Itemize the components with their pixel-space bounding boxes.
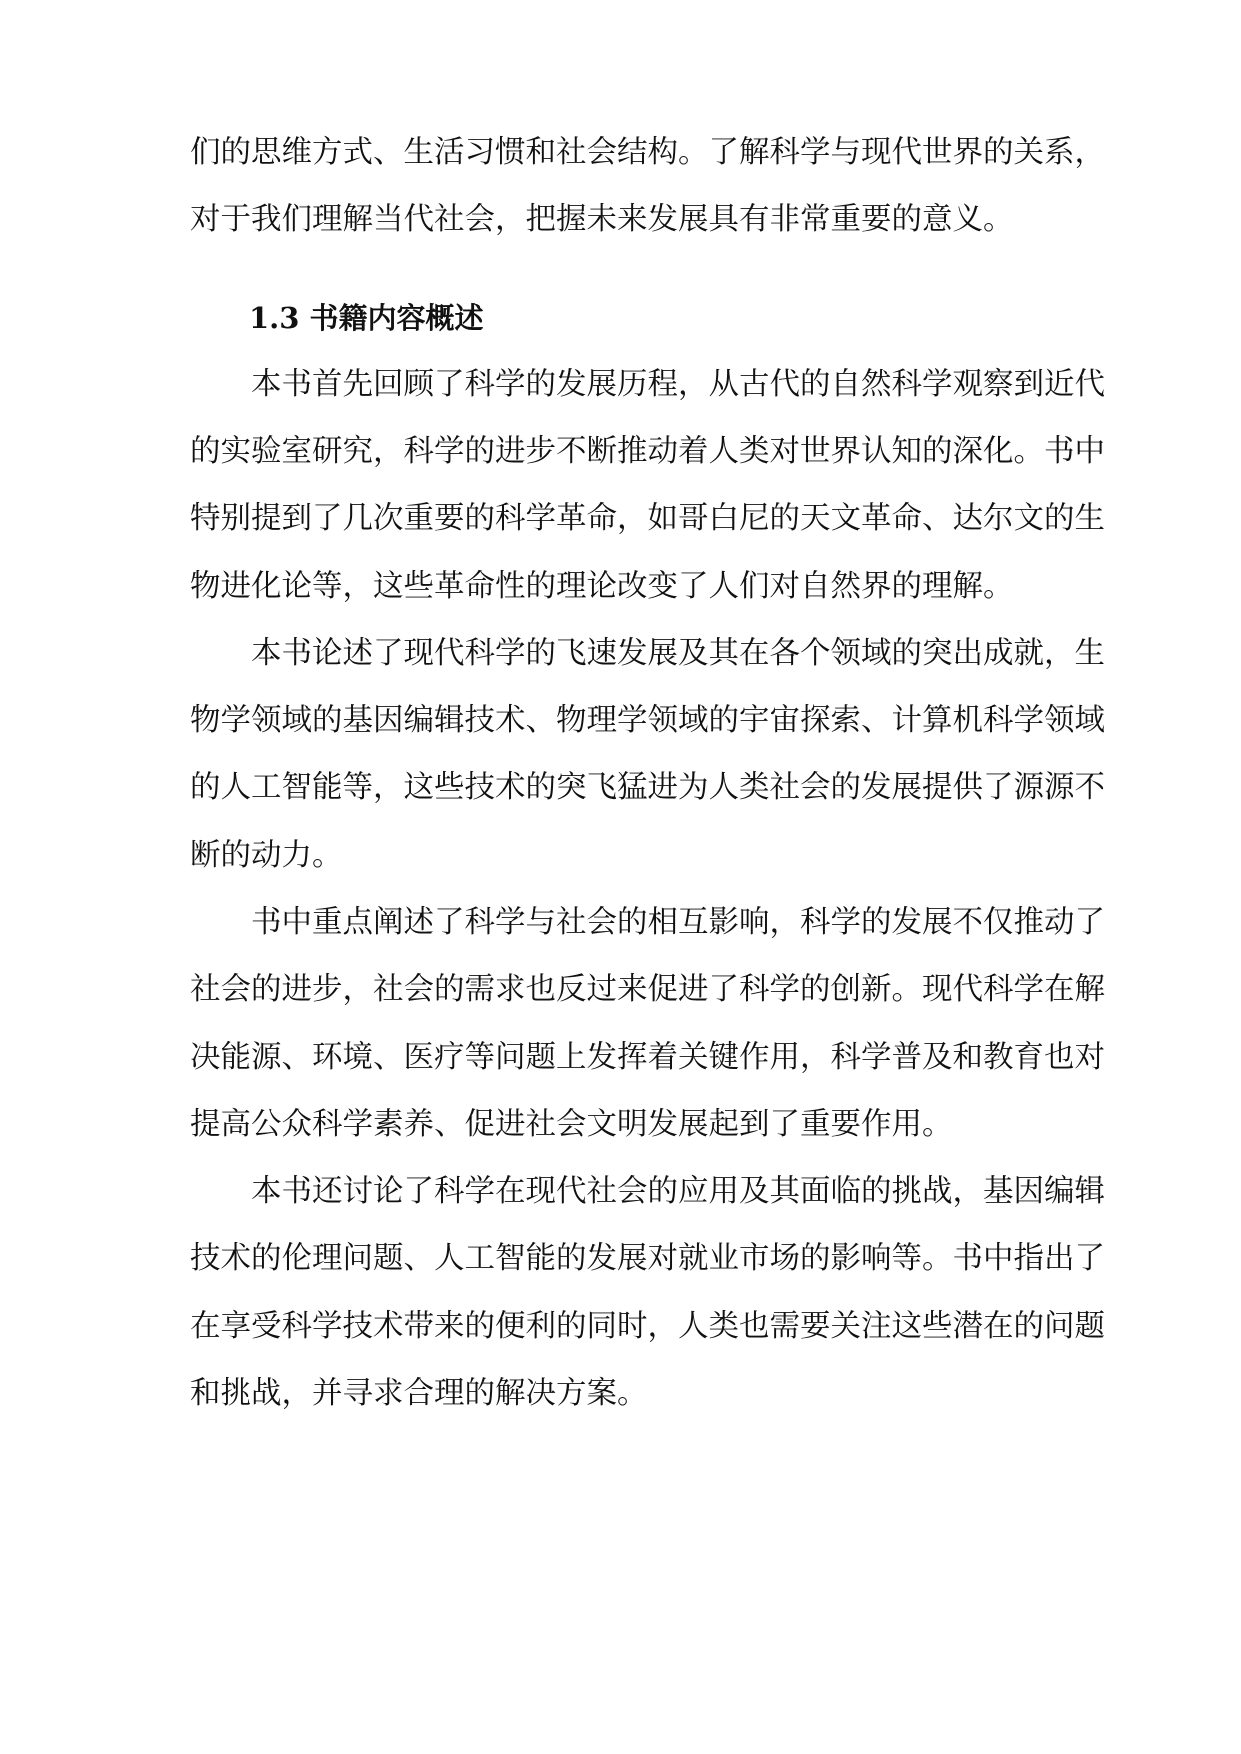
paragraph-3-line-1: 书中重点阐述了科学与社会的相互影响，科学的发展不仅推动了 bbox=[251, 905, 1105, 940]
intro-line-2: 对于我们理解当代社会，把握未来发展具有非常重要的意义。 bbox=[190, 202, 1014, 237]
paragraph-2-line-4: 断的动力。 bbox=[190, 838, 343, 873]
paragraph-1-line-4: 物进化论等，这些革命性的理论改变了人们对自然界的理解。 bbox=[190, 569, 1014, 604]
section-heading: 1.3 书籍内容概述 bbox=[249, 301, 484, 335]
paragraph-3-line-4: 提高公众科学素养、促进社会文明发展起到了重要作用。 bbox=[190, 1107, 953, 1142]
paragraph-1-line-1: 本书首先回顾了科学的发展历程，从古代的自然科学观察到近代 bbox=[251, 367, 1105, 402]
paragraph-4-line-3: 在享受科学技术带来的便利的同时，人类也需要关注这些潜在的问题 bbox=[190, 1309, 1105, 1344]
paragraph-4-line-2: 技术的伦理问题、人工智能的发展对就业市场的影响等。书中指出了 bbox=[190, 1241, 1105, 1276]
paragraph-1-line-3: 特别提到了几次重要的科学革命，如哥白尼的天文革命、达尔文的生 bbox=[190, 501, 1105, 536]
paragraph-2-line-1: 本书论述了现代科学的飞速发展及其在各个领域的突出成就，生 bbox=[251, 636, 1105, 671]
paragraph-2-line-2: 物学领域的基因编辑技术、物理学领域的宇宙探索、计算机科学领域 bbox=[190, 703, 1105, 738]
paragraph-2-line-3: 的人工智能等，这些技术的突飞猛进为人类社会的发展提供了源源不 bbox=[190, 770, 1105, 805]
intro-line-1: 们的思维方式、生活习惯和社会结构。了解科学与现代世界的关系， bbox=[190, 135, 1105, 170]
paragraph-4-line-4: 和挑战，并寻求合理的解决方案。 bbox=[190, 1376, 648, 1411]
paragraph-3-line-3: 决能源、环境、医疗等问题上发挥着关键作用，科学普及和教育也对 bbox=[190, 1040, 1105, 1075]
paragraph-1-line-2: 的实验室研究，科学的进步不断推动着人类对世界认知的深化。书中 bbox=[190, 434, 1105, 469]
paragraph-3-line-2: 社会的进步，社会的需求也反过来促进了科学的创新。现代科学在解 bbox=[190, 972, 1105, 1007]
paragraph-4-line-1: 本书还讨论了科学在现代社会的应用及其面临的挑战，基因编辑 bbox=[251, 1174, 1105, 1209]
